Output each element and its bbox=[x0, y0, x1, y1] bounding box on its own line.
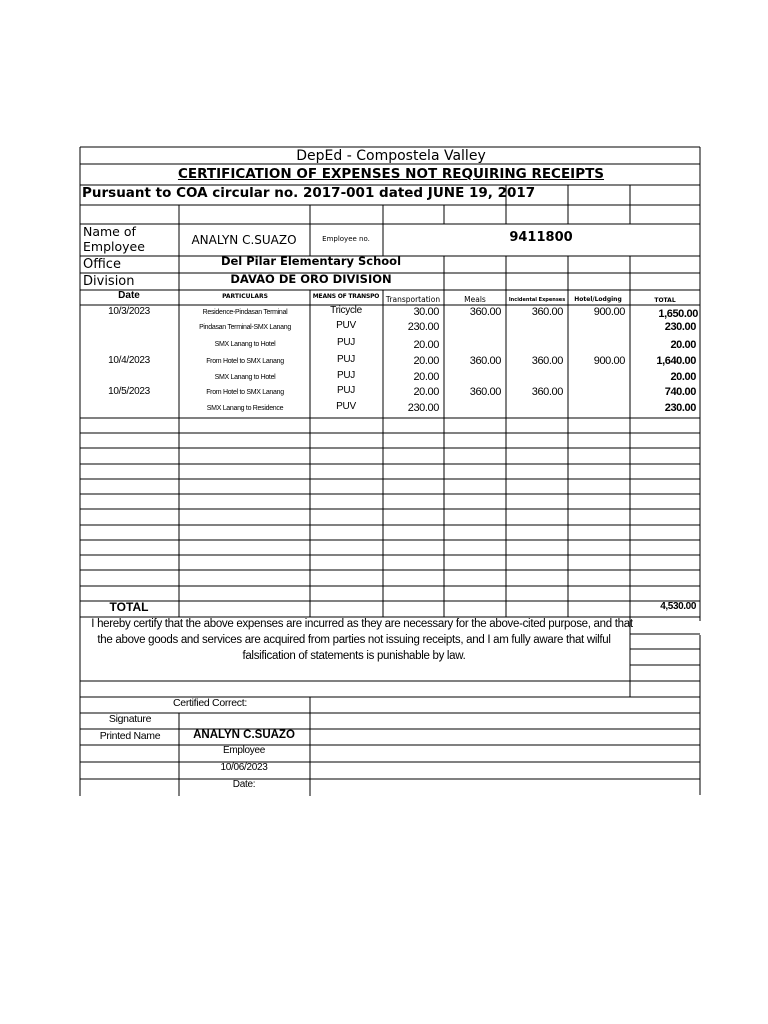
cell-meals: 360.00 bbox=[469, 355, 501, 367]
cell-date: 10/3/2023 bbox=[108, 306, 150, 317]
cell-means: PUJ bbox=[337, 337, 355, 348]
cell-incidental: 360.00 bbox=[531, 355, 563, 367]
cell-means: Tricycle bbox=[330, 305, 362, 316]
cell-hotel: 900.00 bbox=[593, 355, 625, 367]
division-value: DAVAO DE ORO DIVISION bbox=[230, 272, 392, 286]
cell-date: 10/5/2023 bbox=[108, 386, 150, 397]
col-header-means: MEANS OF TRANSPO bbox=[312, 293, 380, 300]
cell-particulars: SMX Lanang to Hotel bbox=[214, 374, 276, 381]
employee-no-label: Employee no. bbox=[322, 235, 370, 243]
cell-total: 230.00 bbox=[664, 321, 696, 333]
col-header-total: TOTAL bbox=[654, 297, 676, 304]
office-label: Office bbox=[83, 257, 121, 272]
cell-transport: 20.00 bbox=[413, 339, 439, 351]
certification-line-1: I hereby certify that the above expenses are incurred as they are necessary for the above-cited purpose, and that bbox=[91, 618, 633, 630]
grand-total-value: 4,530.00 bbox=[660, 601, 696, 612]
printed-name-label: Printed Name bbox=[99, 730, 161, 742]
date-value: 10/06/2023 bbox=[220, 762, 268, 773]
cell-transport: 20.00 bbox=[413, 371, 439, 383]
cell-particulars: Pindasan Terminal-SMX Lanang bbox=[199, 324, 291, 331]
cell-means: PUJ bbox=[337, 385, 355, 396]
cell-transport: 20.00 bbox=[413, 386, 439, 398]
pursuant-line: Pursuant to COA circular no. 2017-001 dated JUNE 19, 2017 bbox=[82, 185, 536, 201]
employee-no-value: 9411800 bbox=[509, 230, 573, 245]
certified-correct-label: Certified Correct: bbox=[173, 697, 247, 709]
cell-transport: 20.00 bbox=[413, 355, 439, 367]
employee-name: ANALYN C.SUAZO bbox=[191, 233, 297, 247]
cell-transport: 30.00 bbox=[413, 306, 439, 318]
office-value: Del Pilar Elementary School bbox=[220, 254, 402, 268]
cell-particulars: From Hotel to SMX Lanang bbox=[206, 389, 284, 396]
col-header-particulars: PARTICULARS bbox=[222, 293, 268, 300]
cell-transport: 230.00 bbox=[407, 402, 439, 414]
signature-label: Signature bbox=[108, 713, 152, 725]
cell-particulars: From Hotel to SMX Lanang bbox=[206, 358, 284, 365]
cell-means: PUJ bbox=[337, 354, 355, 365]
col-header-incidental: Incidental Expenses bbox=[508, 297, 566, 303]
total-label: TOTAL bbox=[109, 600, 149, 614]
date-label: Date: bbox=[232, 779, 256, 790]
cell-total: 1,640.00 bbox=[656, 355, 696, 367]
cell-total: 20.00 bbox=[670, 339, 696, 351]
cell-total: 20.00 bbox=[670, 371, 696, 383]
cell-particulars: SMX Lanang to Residence bbox=[206, 405, 284, 412]
division-label: Division bbox=[83, 274, 135, 289]
printed-name-value: ANALYN C.SUAZO bbox=[193, 729, 295, 741]
certification-line-2: the above goods and services are acquired from parties not issuing receipts, and I am fully aware that wilful bbox=[97, 634, 611, 646]
cell-means: PUV bbox=[336, 320, 356, 331]
name-label-line1: Name of bbox=[83, 224, 136, 239]
col-header-transportation: Transportation bbox=[385, 295, 441, 304]
cell-particulars: SMX Lanang to Hotel bbox=[214, 341, 276, 348]
cell-meals: 360.00 bbox=[469, 306, 501, 318]
form-title: CERTIFICATION OF EXPENSES NOT REQUIRING RECEIPTS bbox=[177, 166, 605, 182]
col-header-meals: Meals bbox=[464, 295, 486, 304]
cell-transport: 230.00 bbox=[407, 321, 439, 333]
cell-means: PUV bbox=[336, 401, 356, 412]
cell-total: 740.00 bbox=[664, 386, 696, 398]
role-value: Employee bbox=[222, 745, 266, 756]
col-header-date: Date bbox=[118, 290, 140, 301]
col-header-hotel: Hotel/Lodging bbox=[574, 296, 622, 303]
cell-total: 1,650.00 bbox=[658, 308, 698, 320]
cell-particulars: Residence-Pindasan Terminal bbox=[202, 309, 288, 316]
cell-meals: 360.00 bbox=[469, 386, 501, 398]
cell-total: 230.00 bbox=[664, 402, 696, 414]
cell-hotel: 900.00 bbox=[593, 306, 625, 318]
cell-incidental: 360.00 bbox=[531, 306, 563, 318]
region-title: DepEd - Compostela Valley bbox=[296, 148, 486, 164]
certification-line-3: falsification of statements is punishable by law. bbox=[242, 650, 466, 662]
cell-date: 10/4/2023 bbox=[108, 355, 150, 366]
cell-means: PUJ bbox=[337, 370, 355, 381]
cell-incidental: 360.00 bbox=[531, 386, 563, 398]
name-label-line2: Employee bbox=[83, 239, 145, 254]
